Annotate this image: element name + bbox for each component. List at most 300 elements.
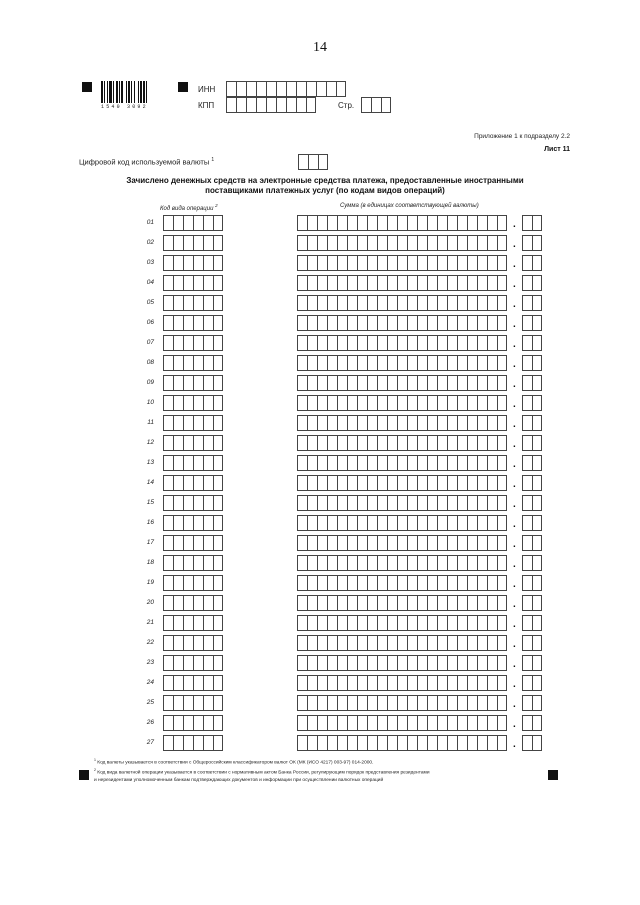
amount-integer-cell[interactable] [497, 735, 507, 751]
amount-integer-cell[interactable] [387, 335, 397, 351]
amount-fraction-field[interactable] [522, 575, 542, 591]
amount-integer-cell[interactable] [367, 675, 377, 691]
amount-integer-cell[interactable] [407, 475, 417, 491]
amount-integer-cell[interactable] [337, 435, 347, 451]
amount-integer-cell[interactable] [367, 415, 377, 431]
amount-integer-cell[interactable] [427, 495, 437, 511]
amount-integer-cell[interactable] [447, 655, 457, 671]
amount-integer-cell[interactable] [387, 215, 397, 231]
amount-integer-cell[interactable] [437, 295, 447, 311]
amount-integer-cell[interactable] [437, 635, 447, 651]
amount-integer-cell[interactable] [497, 255, 507, 271]
operation-code-cell[interactable] [173, 595, 183, 611]
amount-integer-cell[interactable] [417, 495, 427, 511]
amount-integer-cell[interactable] [487, 515, 497, 531]
amount-integer-cell[interactable] [427, 635, 437, 651]
amount-integer-cell[interactable] [377, 235, 387, 251]
amount-integer-cell[interactable] [447, 675, 457, 691]
amount-integer-cell[interactable] [407, 615, 417, 631]
amount-integer-cell[interactable] [317, 415, 327, 431]
amount-integer-cell[interactable] [427, 355, 437, 371]
amount-integer-cell[interactable] [457, 635, 467, 651]
amount-integer-cell[interactable] [407, 435, 417, 451]
amount-integer-cell[interactable] [357, 295, 367, 311]
amount-integer-cell[interactable] [437, 615, 447, 631]
operation-code-cell[interactable] [183, 675, 193, 691]
amount-integer-cell[interactable] [477, 415, 487, 431]
operation-code-cell[interactable] [213, 735, 223, 751]
amount-integer-cell[interactable] [397, 675, 407, 691]
amount-integer-cell[interactable] [447, 575, 457, 591]
amount-integer-cell[interactable] [357, 455, 367, 471]
amount-integer-cell[interactable] [427, 735, 437, 751]
amount-integer-cell[interactable] [457, 215, 467, 231]
amount-integer-cell[interactable] [337, 315, 347, 331]
amount-integer-cell[interactable] [427, 335, 437, 351]
amount-integer-cell[interactable] [417, 235, 427, 251]
operation-code-field[interactable] [163, 675, 223, 691]
operation-code-cell[interactable] [193, 615, 203, 631]
amount-fraction-field[interactable] [522, 675, 542, 691]
inn-cell[interactable] [336, 81, 346, 97]
amount-fraction-cell[interactable] [522, 695, 532, 711]
amount-integer-cell[interactable] [307, 695, 317, 711]
operation-code-cell[interactable] [183, 595, 193, 611]
operation-code-cell[interactable] [163, 355, 173, 371]
amount-integer-cell[interactable] [477, 535, 487, 551]
amount-integer-cell[interactable] [397, 335, 407, 351]
amount-integer-cell[interactable] [477, 435, 487, 451]
amount-integer-field[interactable] [297, 335, 507, 351]
amount-integer-cell[interactable] [317, 395, 327, 411]
operation-code-cell[interactable] [213, 295, 223, 311]
amount-fraction-cell[interactable] [522, 615, 532, 631]
page-cell[interactable] [361, 97, 371, 113]
amount-integer-cell[interactable] [437, 335, 447, 351]
amount-integer-cell[interactable] [427, 235, 437, 251]
amount-integer-cell[interactable] [487, 455, 497, 471]
amount-integer-cell[interactable] [297, 735, 307, 751]
amount-integer-cell[interactable] [357, 355, 367, 371]
amount-integer-cell[interactable] [317, 335, 327, 351]
operation-code-cell[interactable] [173, 375, 183, 391]
amount-integer-cell[interactable] [497, 475, 507, 491]
operation-code-cell[interactable] [183, 295, 193, 311]
amount-integer-cell[interactable] [367, 435, 377, 451]
operation-code-field[interactable] [163, 515, 223, 531]
amount-integer-cell[interactable] [297, 475, 307, 491]
amount-integer-cell[interactable] [377, 255, 387, 271]
amount-integer-cell[interactable] [447, 315, 457, 331]
amount-integer-cell[interactable] [457, 375, 467, 391]
operation-code-cell[interactable] [193, 575, 203, 591]
amount-integer-cell[interactable] [327, 575, 337, 591]
amount-fraction-cell[interactable] [522, 395, 532, 411]
amount-fraction-field[interactable] [522, 395, 542, 411]
amount-integer-cell[interactable] [477, 735, 487, 751]
amount-integer-cell[interactable] [337, 615, 347, 631]
operation-code-cell[interactable] [193, 595, 203, 611]
amount-integer-cell[interactable] [417, 735, 427, 751]
amount-fraction-cell[interactable] [522, 335, 532, 351]
amount-integer-cell[interactable] [447, 215, 457, 231]
operation-code-field[interactable] [163, 375, 223, 391]
amount-integer-cell[interactable] [357, 235, 367, 251]
amount-integer-cell[interactable] [497, 615, 507, 631]
amount-fraction-cell[interactable] [532, 555, 542, 571]
amount-integer-cell[interactable] [307, 395, 317, 411]
amount-integer-cell[interactable] [327, 455, 337, 471]
amount-integer-cell[interactable] [497, 595, 507, 611]
amount-integer-cell[interactable] [337, 735, 347, 751]
operation-code-cell[interactable] [203, 355, 213, 371]
amount-fraction-cell[interactable] [532, 275, 542, 291]
amount-integer-cell[interactable] [407, 415, 417, 431]
amount-integer-cell[interactable] [487, 595, 497, 611]
operation-code-cell[interactable] [203, 555, 213, 571]
amount-integer-cell[interactable] [327, 515, 337, 531]
amount-integer-cell[interactable] [457, 395, 467, 411]
amount-integer-cell[interactable] [437, 235, 447, 251]
amount-integer-cell[interactable] [397, 255, 407, 271]
amount-integer-cell[interactable] [307, 515, 317, 531]
amount-integer-cell[interactable] [337, 275, 347, 291]
amount-integer-cell[interactable] [457, 675, 467, 691]
amount-integer-cell[interactable] [487, 535, 497, 551]
operation-code-cell[interactable] [213, 355, 223, 371]
amount-integer-cell[interactable] [337, 455, 347, 471]
amount-integer-cell[interactable] [327, 375, 337, 391]
amount-integer-cell[interactable] [457, 615, 467, 631]
amount-integer-cell[interactable] [467, 355, 477, 371]
amount-integer-cell[interactable] [367, 515, 377, 531]
amount-fraction-cell[interactable] [532, 435, 542, 451]
amount-integer-cell[interactable] [487, 675, 497, 691]
amount-integer-cell[interactable] [357, 655, 367, 671]
amount-fraction-cell[interactable] [532, 455, 542, 471]
operation-code-cell[interactable] [163, 635, 173, 651]
amount-fraction-field[interactable] [522, 415, 542, 431]
amount-integer-cell[interactable] [327, 215, 337, 231]
amount-integer-cell[interactable] [317, 355, 327, 371]
amount-fraction-cell[interactable] [522, 215, 532, 231]
amount-integer-cell[interactable] [497, 455, 507, 471]
amount-integer-cell[interactable] [347, 375, 357, 391]
amount-integer-cell[interactable] [327, 615, 337, 631]
amount-integer-cell[interactable] [377, 395, 387, 411]
amount-integer-cell[interactable] [377, 315, 387, 331]
amount-fraction-field[interactable] [522, 555, 542, 571]
amount-integer-cell[interactable] [447, 595, 457, 611]
amount-integer-cell[interactable] [477, 575, 487, 591]
amount-integer-cell[interactable] [397, 595, 407, 611]
operation-code-cell[interactable] [173, 315, 183, 331]
amount-integer-cell[interactable] [387, 595, 397, 611]
amount-integer-cell[interactable] [407, 315, 417, 331]
operation-code-field[interactable] [163, 475, 223, 491]
amount-integer-cell[interactable] [377, 415, 387, 431]
amount-fraction-cell[interactable] [532, 255, 542, 271]
amount-integer-cell[interactable] [397, 695, 407, 711]
operation-code-cell[interactable] [213, 655, 223, 671]
amount-integer-cell[interactable] [467, 475, 477, 491]
amount-integer-cell[interactable] [447, 715, 457, 731]
amount-integer-field[interactable] [297, 715, 507, 731]
amount-fraction-cell[interactable] [532, 595, 542, 611]
amount-integer-field[interactable] [297, 315, 507, 331]
inn-cell[interactable] [266, 81, 276, 97]
operation-code-cell[interactable] [193, 395, 203, 411]
amount-fraction-field[interactable] [522, 475, 542, 491]
operation-code-cell[interactable] [193, 355, 203, 371]
amount-integer-cell[interactable] [467, 715, 477, 731]
amount-integer-cell[interactable] [487, 555, 497, 571]
amount-integer-cell[interactable] [477, 595, 487, 611]
amount-integer-cell[interactable] [437, 655, 447, 671]
operation-code-cell[interactable] [213, 575, 223, 591]
amount-integer-cell[interactable] [467, 255, 477, 271]
amount-integer-cell[interactable] [427, 395, 437, 411]
amount-integer-cell[interactable] [437, 515, 447, 531]
amount-integer-cell[interactable] [367, 595, 377, 611]
amount-integer-cell[interactable] [457, 315, 467, 331]
inn-cell[interactable] [286, 81, 296, 97]
amount-integer-cell[interactable] [387, 395, 397, 411]
operation-code-cell[interactable] [203, 375, 213, 391]
operation-code-cell[interactable] [173, 735, 183, 751]
amount-integer-cell[interactable] [387, 735, 397, 751]
amount-integer-cell[interactable] [337, 495, 347, 511]
amount-fraction-cell[interactable] [522, 675, 532, 691]
amount-integer-cell[interactable] [477, 515, 487, 531]
operation-code-field[interactable] [163, 215, 223, 231]
amount-integer-cell[interactable] [407, 555, 417, 571]
amount-integer-cell[interactable] [357, 675, 367, 691]
operation-code-cell[interactable] [193, 215, 203, 231]
amount-fraction-field[interactable] [522, 215, 542, 231]
amount-integer-cell[interactable] [497, 355, 507, 371]
amount-fraction-cell[interactable] [522, 415, 532, 431]
amount-integer-cell[interactable] [447, 395, 457, 411]
amount-integer-cell[interactable] [297, 515, 307, 531]
amount-integer-cell[interactable] [297, 595, 307, 611]
amount-integer-cell[interactable] [357, 715, 367, 731]
operation-code-cell[interactable] [163, 475, 173, 491]
operation-code-cell[interactable] [173, 615, 183, 631]
operation-code-cell[interactable] [203, 415, 213, 431]
amount-integer-cell[interactable] [327, 275, 337, 291]
amount-integer-cell[interactable] [437, 435, 447, 451]
operation-code-field[interactable] [163, 455, 223, 471]
operation-code-field[interactable] [163, 355, 223, 371]
amount-integer-field[interactable] [297, 675, 507, 691]
amount-integer-cell[interactable] [357, 335, 367, 351]
operation-code-cell[interactable] [173, 675, 183, 691]
amount-integer-cell[interactable] [437, 215, 447, 231]
amount-integer-cell[interactable] [427, 375, 437, 391]
amount-integer-cell[interactable] [457, 695, 467, 711]
amount-integer-cell[interactable] [377, 275, 387, 291]
operation-code-cell[interactable] [163, 495, 173, 511]
amount-integer-field[interactable] [297, 475, 507, 491]
operation-code-cell[interactable] [183, 635, 193, 651]
amount-fraction-field[interactable] [522, 535, 542, 551]
amount-integer-cell[interactable] [497, 375, 507, 391]
operation-code-cell[interactable] [203, 735, 213, 751]
amount-integer-cell[interactable] [387, 655, 397, 671]
amount-integer-cell[interactable] [437, 495, 447, 511]
amount-integer-cell[interactable] [357, 255, 367, 271]
amount-integer-cell[interactable] [307, 355, 317, 371]
operation-code-cell[interactable] [193, 695, 203, 711]
amount-integer-cell[interactable] [467, 295, 477, 311]
amount-integer-cell[interactable] [487, 735, 497, 751]
amount-integer-cell[interactable] [447, 535, 457, 551]
amount-integer-cell[interactable] [367, 695, 377, 711]
amount-fraction-cell[interactable] [522, 295, 532, 311]
amount-integer-cell[interactable] [447, 435, 457, 451]
amount-integer-cell[interactable] [487, 215, 497, 231]
operation-code-cell[interactable] [213, 495, 223, 511]
operation-code-cell[interactable] [203, 235, 213, 251]
amount-integer-cell[interactable] [357, 555, 367, 571]
amount-integer-cell[interactable] [317, 715, 327, 731]
amount-integer-cell[interactable] [487, 635, 497, 651]
amount-integer-cell[interactable] [447, 335, 457, 351]
amount-integer-cell[interactable] [457, 455, 467, 471]
amount-integer-cell[interactable] [457, 295, 467, 311]
amount-integer-cell[interactable] [377, 675, 387, 691]
amount-integer-cell[interactable] [367, 455, 377, 471]
amount-integer-cell[interactable] [467, 235, 477, 251]
amount-integer-cell[interactable] [417, 715, 427, 731]
amount-integer-cell[interactable] [497, 695, 507, 711]
amount-integer-cell[interactable] [417, 435, 427, 451]
amount-integer-cell[interactable] [477, 555, 487, 571]
amount-fraction-field[interactable] [522, 275, 542, 291]
operation-code-field[interactable] [163, 595, 223, 611]
amount-integer-cell[interactable] [417, 475, 427, 491]
amount-integer-cell[interactable] [367, 335, 377, 351]
amount-integer-cell[interactable] [327, 735, 337, 751]
amount-integer-cell[interactable] [397, 475, 407, 491]
operation-code-field[interactable] [163, 535, 223, 551]
amount-fraction-cell[interactable] [532, 635, 542, 651]
amount-integer-cell[interactable] [487, 415, 497, 431]
amount-integer-cell[interactable] [387, 515, 397, 531]
amount-integer-cell[interactable] [317, 455, 327, 471]
amount-integer-cell[interactable] [497, 495, 507, 511]
amount-integer-cell[interactable] [487, 315, 497, 331]
amount-fraction-cell[interactable] [522, 375, 532, 391]
operation-code-cell[interactable] [183, 735, 193, 751]
operation-code-cell[interactable] [193, 535, 203, 551]
amount-integer-cell[interactable] [477, 275, 487, 291]
amount-integer-cell[interactable] [327, 595, 337, 611]
operation-code-cell[interactable] [163, 675, 173, 691]
amount-integer-cell[interactable] [467, 275, 477, 291]
amount-fraction-field[interactable] [522, 595, 542, 611]
amount-integer-cell[interactable] [387, 435, 397, 451]
operation-code-cell[interactable] [193, 735, 203, 751]
amount-integer-cell[interactable] [427, 275, 437, 291]
currency-cell[interactable] [298, 154, 308, 170]
operation-code-cell[interactable] [173, 415, 183, 431]
amount-integer-cell[interactable] [447, 615, 457, 631]
amount-integer-cell[interactable] [457, 435, 467, 451]
amount-integer-cell[interactable] [347, 355, 357, 371]
operation-code-cell[interactable] [183, 455, 193, 471]
amount-integer-cell[interactable] [447, 555, 457, 571]
amount-integer-cell[interactable] [447, 295, 457, 311]
amount-integer-cell[interactable] [477, 655, 487, 671]
amount-integer-cell[interactable] [437, 575, 447, 591]
amount-integer-cell[interactable] [307, 655, 317, 671]
amount-fraction-cell[interactable] [532, 535, 542, 551]
operation-code-cell[interactable] [163, 235, 173, 251]
amount-integer-cell[interactable] [357, 535, 367, 551]
amount-fraction-field[interactable] [522, 335, 542, 351]
amount-integer-cell[interactable] [427, 655, 437, 671]
amount-integer-cell[interactable] [447, 415, 457, 431]
amount-integer-cell[interactable] [337, 235, 347, 251]
amount-integer-cell[interactable] [347, 615, 357, 631]
operation-code-cell[interactable] [173, 535, 183, 551]
amount-integer-cell[interactable] [417, 375, 427, 391]
amount-integer-cell[interactable] [377, 715, 387, 731]
amount-integer-cell[interactable] [327, 335, 337, 351]
amount-integer-cell[interactable] [467, 415, 477, 431]
operation-code-cell[interactable] [203, 715, 213, 731]
amount-integer-cell[interactable] [417, 615, 427, 631]
operation-code-cell[interactable] [193, 675, 203, 691]
operation-code-cell[interactable] [173, 435, 183, 451]
amount-integer-cell[interactable] [367, 575, 377, 591]
amount-integer-field[interactable] [297, 355, 507, 371]
amount-integer-cell[interactable] [407, 455, 417, 471]
amount-integer-cell[interactable] [307, 275, 317, 291]
amount-integer-cell[interactable] [497, 655, 507, 671]
amount-integer-cell[interactable] [467, 675, 477, 691]
operation-code-cell[interactable] [183, 335, 193, 351]
amount-integer-cell[interactable] [337, 715, 347, 731]
amount-integer-cell[interactable] [447, 355, 457, 371]
amount-integer-cell[interactable] [307, 475, 317, 491]
amount-integer-cell[interactable] [307, 675, 317, 691]
amount-integer-cell[interactable] [457, 335, 467, 351]
amount-integer-cell[interactable] [307, 635, 317, 651]
operation-code-cell[interactable] [173, 255, 183, 271]
operation-code-cell[interactable] [163, 615, 173, 631]
operation-code-cell[interactable] [173, 495, 183, 511]
amount-integer-cell[interactable] [357, 215, 367, 231]
amount-integer-cell[interactable] [317, 575, 327, 591]
amount-fraction-cell[interactable] [522, 515, 532, 531]
amount-fraction-cell[interactable] [522, 595, 532, 611]
amount-fraction-field[interactable] [522, 315, 542, 331]
amount-integer-cell[interactable] [307, 255, 317, 271]
operation-code-cell[interactable] [213, 375, 223, 391]
amount-integer-cell[interactable] [377, 555, 387, 571]
operation-code-cell[interactable] [203, 215, 213, 231]
amount-integer-cell[interactable] [307, 235, 317, 251]
operation-code-cell[interactable] [193, 655, 203, 671]
operation-code-cell[interactable] [213, 675, 223, 691]
operation-code-cell[interactable] [173, 635, 183, 651]
operation-code-cell[interactable] [183, 355, 193, 371]
amount-integer-cell[interactable] [417, 575, 427, 591]
amount-integer-cell[interactable] [347, 655, 357, 671]
